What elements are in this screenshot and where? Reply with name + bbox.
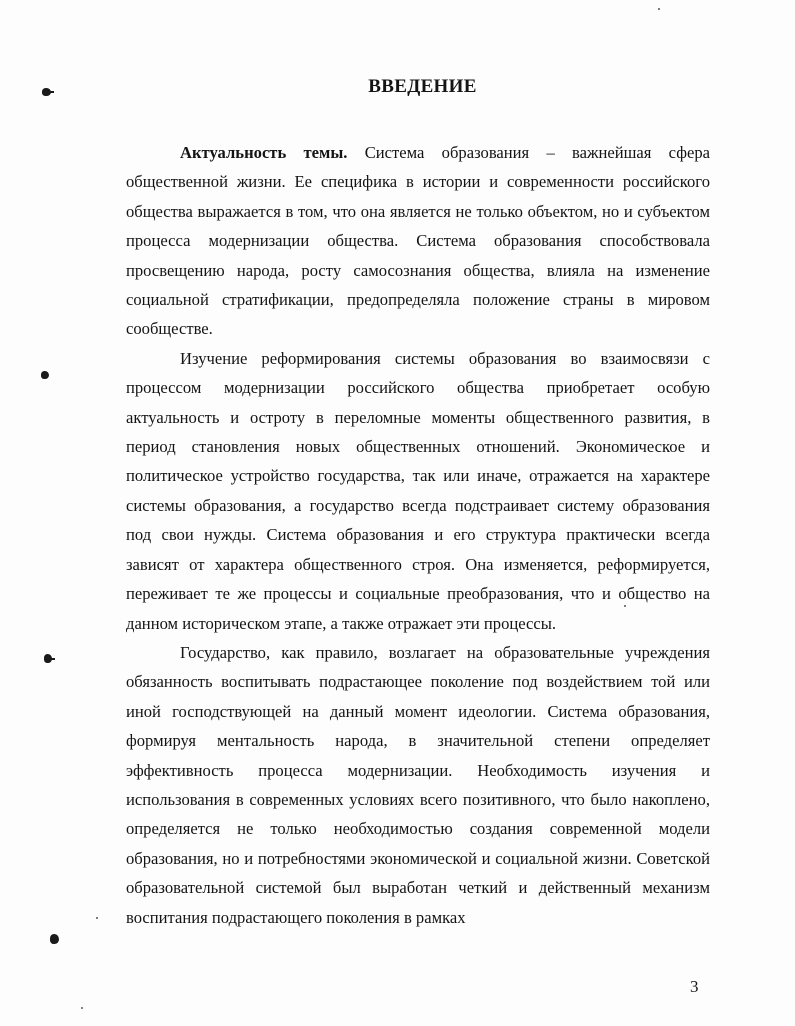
paragraph-text: Система образования – важнейшая сфера общественной жизни. Ее специфика в истории и современности российского общества выражается в том, что она является не только объектом, но и субъектом процесса модернизации общества. Система образования способствовала просвещению народа, росту самосознания общества, влияла на изменение социальной стратификации, предопределяла положение страны в мировом сообществе. xyxy=(126,143,710,339)
body-text xyxy=(126,138,710,932)
paragraph-state-role: Государство, как правило, возлагает на образовательные учреждения обязанность воспитывать подрастающее поколение под воздействием той или иной господствующей на данный момент идеологии. Система образования, формируя ментальность народа, в значительной степени определяет эффективность процесса модернизации. Необходимость изучения и использования в современных условиях всего позитивного, что было накоплено, определяется не только необходимостью создания современной модели образования, но и потребностями экономической и социальной жизни. Советской образовательной системой был выработан четкий и действенный механизм воспитания подрастающего поколения в рамках xyxy=(126,642,710,927)
scan-dust xyxy=(658,8,660,10)
page-number: 3 xyxy=(690,977,699,996)
scan-mark xyxy=(50,934,59,944)
paragraph-relevance xyxy=(126,138,710,344)
scan-dust xyxy=(81,1007,83,1009)
scan-mark xyxy=(51,658,55,660)
paragraph-reform-study: Изучение реформирования системы образования во взаимосвязи с процессом модернизации российского общества приобретает особую актуальность и остроту в переломные моменты общественного развития, в период становления новых общественных отношений. Экономическое и политическое устройство государства, так или иначе, отражается на характере системы образования, а государство всегда подстраивает систему образования под свои нужды. Система образования и его структура практически всегда зависят от характера общественного строя. Она изменяется, реформируется, переживает те же процессы и социальные преобразования, что и общество на данном историческом этапе, а также отражает эти процессы. xyxy=(126,348,710,633)
paragraph-lead: Актуальность темы. xyxy=(180,143,348,162)
scan-mark xyxy=(41,371,49,379)
scan-dust xyxy=(96,917,98,919)
page-title: ВВЕДЕНИЕ xyxy=(368,76,477,97)
